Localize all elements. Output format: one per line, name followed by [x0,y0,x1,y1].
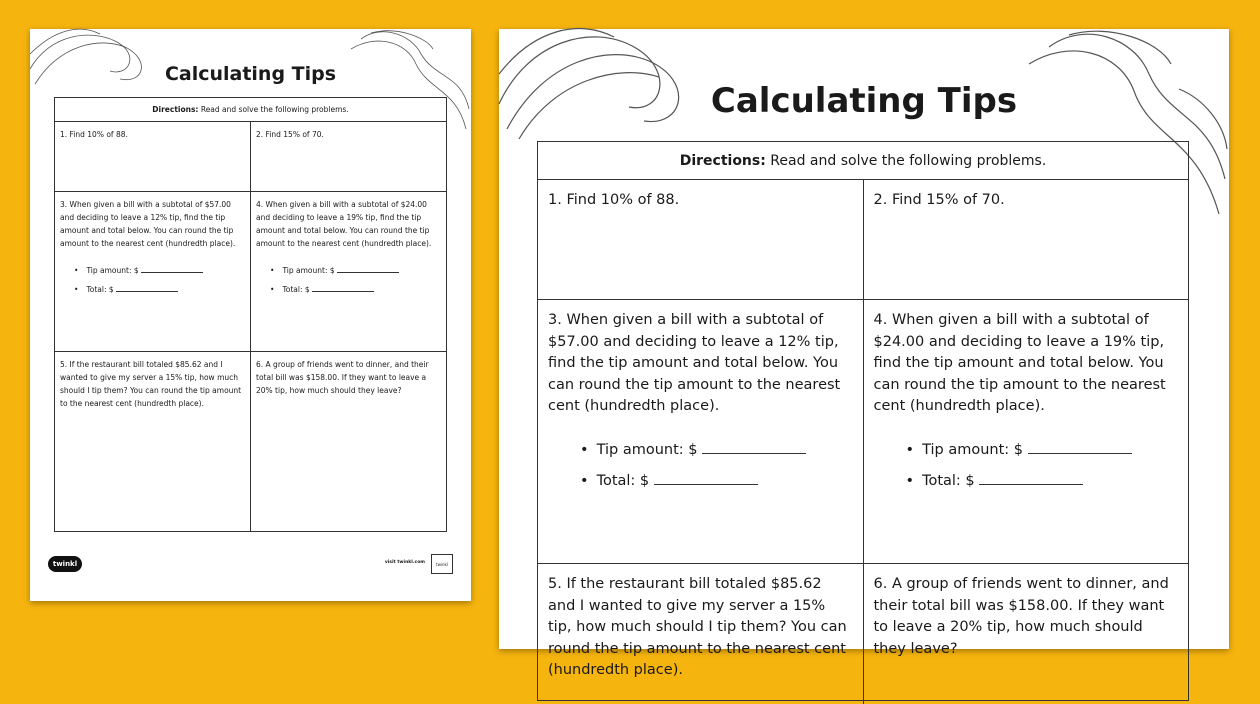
twinkl-logo: twinkl [48,556,82,572]
problem-row [538,180,1188,300]
directions-label: Directions: [679,153,766,169]
problem-3: 3. When given a bill with a subtotal of $57.00 and deciding to leave a 12% tip, find the tip amount and total below. You can round the tip amount to the nearest cent (hundredth place). [60,200,236,248]
problem-6: 6. A group of friends went to dinner, and their total bill was $158.00. If they want to leave a 20% tip, how much should they leave? [250,352,446,531]
problem-row [55,192,446,352]
problem-grid [537,141,1189,701]
problem-row [55,352,446,531]
problem-5: 5. If the restaurant bill totaled $85.62 and I wanted to give my server a 15% tip, how much should I tip them? You can round the tip amount to the nearest cent (hundredth place). [60,360,242,408]
problem-row [538,564,1188,704]
directions [55,98,446,122]
total-blank[interactable] [116,291,178,292]
total-line [580,471,853,493]
worksheet-thumbnail[interactable] [30,29,471,601]
total-blank[interactable] [979,484,1083,485]
total-label: Total: $ [922,473,980,489]
tip-amount-line [270,264,441,277]
total-blank[interactable] [654,484,758,485]
tip-amount-line [906,440,1179,462]
problem-3-cell [538,300,863,563]
directions-text: Read and solve the following problems. [765,153,1047,169]
worksheet-title: Calculating Tips [164,63,337,85]
tip-amount-line [74,264,245,277]
problem-1: 1. Find 10% of 88. [548,192,680,208]
tip-amount-blank[interactable] [702,453,806,454]
problem-4-cell [250,192,446,351]
tip-amount-label: Tip amount: $ [282,266,338,275]
worksheet-footer [48,554,453,576]
worksheet-zoomed[interactable] [499,29,1229,678]
directions-label: Directions: [152,105,199,114]
tip-amount-line [580,440,853,462]
total-line [906,471,1179,493]
problem-row [538,300,1188,564]
tip-amount-label: Tip amount: $ [922,441,1028,458]
total-label: Total: $ [282,285,313,294]
problem-2: 2. Find 15% of 70. [250,122,446,191]
directions [538,142,1188,180]
directions-text: Read and solve the following problems. [198,105,349,114]
worksheet-title: Calculating Tips [710,81,1018,121]
tip-amount-blank[interactable] [141,272,203,273]
problem-3: 3. When given a bill with a subtotal of $57.00 and deciding to leave a 12% tip, find the tip amount and total below. You can round the tip amount to the nearest cent (hundredth place). [548,312,841,414]
footer-url: visit twinkl.com [384,560,425,565]
problem-3-cell [55,192,250,351]
tip-amount-blank[interactable] [1028,453,1132,454]
tip-amount-blank[interactable] [337,272,399,273]
footer-badge: twinkl [431,554,453,574]
total-blank[interactable] [312,291,374,292]
total-line [270,283,441,296]
problem-1: 1. Find 10% of 88. [60,130,128,139]
problem-4-cell [863,300,1189,563]
problem-4: 4. When given a bill with a subtotal of $24.00 and deciding to leave a 19% tip, find the tip amount and total below. You can round the tip amount to the nearest cent (hundredth place). [873,312,1166,414]
problem-4: 4. When given a bill with a subtotal of $24.00 and deciding to leave a 19% tip, find the tip amount and total below. You can round the tip amount to the nearest cent (hundredth place). [256,200,432,248]
problem-2: 2. Find 15% of 70. [863,180,1189,299]
problem-5: 5. If the restaurant bill totaled $85.62 and I wanted to give my server a 15% tip, how much should I tip them? You can round the tip amount to the nearest cent (hundredth place). [548,576,847,678]
total-label: Total: $ [596,473,654,489]
problem-grid [54,97,447,532]
total-label: Total: $ [86,285,117,294]
problem-row [55,122,446,192]
tip-amount-label: Tip amount: $ [86,266,142,275]
total-line [74,283,245,296]
problem-6: 6. A group of friends went to dinner, and their total bill was $158.00. If they want to leave a 20% tip, how much should they leave? [863,564,1189,704]
tip-amount-label: Tip amount: $ [596,441,703,458]
